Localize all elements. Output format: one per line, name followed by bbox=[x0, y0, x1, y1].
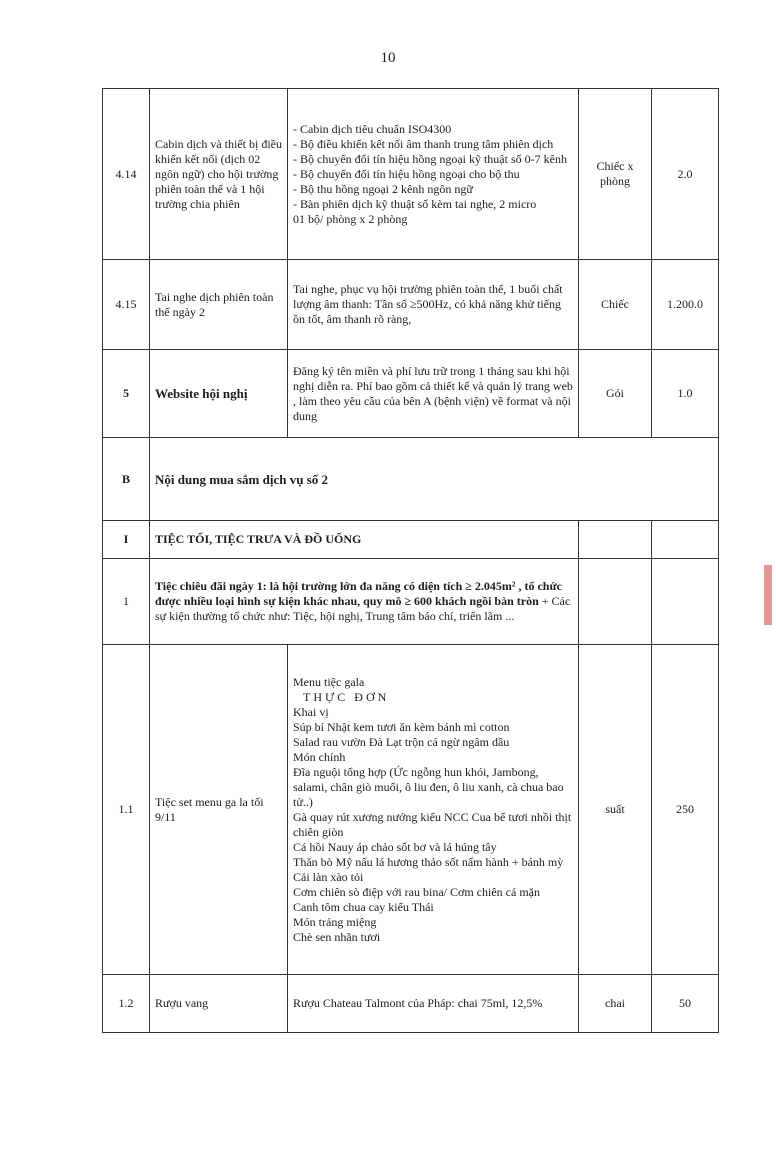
table-row bbox=[103, 260, 719, 350]
menu-item: Đĩa nguội tổng hợp (Ức ngỗng hun khói, Jambong, salami, chân giò muối, ô liu đen, ô liu xanh, cà chua bao tử..) bbox=[293, 764, 564, 809]
item-description: Tai nghe, phục vụ hội trường phiên toàn thể, 1 buổi chất lượng âm thanh: Tần số ≥500Hz, có khả năng khử tiếng ồn tốt, âm thanh rõ ràng, bbox=[288, 260, 579, 350]
procurement-table bbox=[102, 88, 719, 1033]
item-quantity: 50 bbox=[652, 975, 719, 1033]
description-line: 01 bộ/ phòng x 2 phòng bbox=[293, 211, 408, 226]
stamp-edge-mark bbox=[764, 565, 772, 625]
item-description: Đăng ký tên miền và phí lưu trữ trong 1 tháng sau khi hội nghị diễn ra. Phí bao gồm cả thiết kế và quản lý trang web , làm theo yêu cầu của bên A (bệnh viện) về format và nội dung bbox=[288, 350, 579, 438]
empty-cell bbox=[652, 559, 719, 645]
section-row bbox=[103, 521, 719, 559]
row-number: 1.1 bbox=[103, 645, 150, 975]
menu-header: Menu tiệc gala bbox=[293, 674, 365, 689]
menu-title: THỰC ĐƠN bbox=[303, 689, 390, 704]
item-quantity: 250 bbox=[652, 645, 719, 975]
menu-item: Salad rau vườn Đà Lạt trộn cá ngừ ngâm dầu bbox=[293, 734, 510, 749]
menu-item: Chè sen nhãn tươi bbox=[293, 929, 381, 944]
description-line: - Bộ chuyển đổi tín hiệu hồng ngoại kỹ thuật số 0-7 kênh bbox=[293, 151, 567, 166]
menu-item: Canh tôm chua cay kiểu Thái bbox=[293, 899, 434, 914]
table-row bbox=[103, 559, 719, 645]
item-name: Website hội nghị bbox=[150, 350, 288, 438]
item-unit: Chiếc x phòng bbox=[579, 89, 652, 260]
empty-cell bbox=[652, 521, 719, 559]
item-unit: Chiếc bbox=[579, 260, 652, 350]
menu-item: Cơm chiên sò điệp với rau bina/ Cơm chiên cá mặn bbox=[293, 884, 540, 899]
item-name: Tiệc set menu ga la tối 9/11 bbox=[150, 645, 288, 975]
section-title: Nội dung mua sắm dịch vụ số 2 bbox=[150, 438, 719, 521]
table-row bbox=[103, 89, 719, 260]
section-number: I bbox=[103, 521, 150, 559]
menu-item: Món chính bbox=[293, 749, 346, 764]
description-line: - Bộ thu hồng ngoại 2 kênh ngôn ngữ bbox=[293, 181, 473, 196]
row-number: 4.15 bbox=[103, 260, 150, 350]
menu-item: Khai vị bbox=[293, 704, 329, 719]
row-number: 1.2 bbox=[103, 975, 150, 1033]
page-number: 10 bbox=[380, 50, 396, 66]
section-row bbox=[103, 438, 719, 521]
item-quantity: 1.200.0 bbox=[652, 260, 719, 350]
row-number: 1 bbox=[103, 559, 150, 645]
item-unit: suất bbox=[579, 645, 652, 975]
item-description bbox=[150, 559, 579, 645]
menu-item: Món tráng miệng bbox=[293, 914, 377, 929]
empty-cell bbox=[579, 559, 652, 645]
description-line: - Cabin dịch tiêu chuẩn ISO4300 bbox=[293, 121, 452, 136]
table-row bbox=[103, 645, 719, 975]
description-line: - Bộ điều khiển kết nối âm thanh trung tâm phiên dịch bbox=[293, 136, 554, 151]
item-unit: chai bbox=[579, 975, 652, 1033]
description-line: - Bàn phiên dịch kỹ thuật số kèm tai nghe, 2 micro bbox=[293, 196, 537, 211]
empty-cell bbox=[579, 521, 652, 559]
section-title: TIỆC TỐI, TIỆC TRƯA VÀ ĐỒ UỐNG bbox=[150, 521, 579, 559]
item-name: Tai nghe dịch phiên toàn thể ngày 2 bbox=[150, 260, 288, 350]
section-number: B bbox=[103, 438, 150, 521]
item-description: Rượu Chateau Talmont của Pháp: chai 75ml, 12,5% bbox=[288, 975, 579, 1033]
menu-item: Cá hồi Nauy áp chảo sốt bơ và lá húng tây bbox=[293, 839, 497, 854]
description-line: - Bộ chuyển đổi tín hiệu hồng ngoại cho bộ thu bbox=[293, 166, 520, 181]
item-description bbox=[288, 89, 579, 260]
menu-item: Thăn bò Mỹ nấu lá hương thảo sốt nấm hành + bánh mỳ Cải làn xào tỏi bbox=[293, 854, 564, 884]
venue-events: + Các sự kiện thường tổ chức như: Tiệc, hội nghị, Trung tâm báo chí, triển lãm ... bbox=[155, 594, 571, 623]
item-name: Cabin dịch và thiết bị điều khiển kết nối (dịch 02 ngôn ngữ) cho hội trường phiên toàn thể và 1 hội trường chia phiên bbox=[150, 89, 288, 260]
row-number: 5 bbox=[103, 350, 150, 438]
menu-item: Gà quay rút xương nướng kiểu NCC Cua bể tươi nhồi thịt chiên giòn bbox=[293, 809, 572, 839]
item-unit: Gói bbox=[579, 350, 652, 438]
item-quantity: 2.0 bbox=[652, 89, 719, 260]
menu-description bbox=[288, 645, 579, 975]
row-number: 4.14 bbox=[103, 89, 150, 260]
venue-description: Tiệc chiêu đãi ngày 1: là hội trường lớn đa năng có diện tích ≥ 2.045m² , tổ chức được nhiều loại hình sự kiện khác nhau, quy mô ≥ 600 khách ngồi bàn tròn bbox=[155, 579, 563, 608]
table-row bbox=[103, 975, 719, 1033]
menu-item: Súp bí Nhật kem tươi ăn kèm bánh mì cotton bbox=[293, 719, 510, 734]
table-row bbox=[103, 350, 719, 438]
item-quantity: 1.0 bbox=[652, 350, 719, 438]
item-name: Rượu vang bbox=[150, 975, 288, 1033]
